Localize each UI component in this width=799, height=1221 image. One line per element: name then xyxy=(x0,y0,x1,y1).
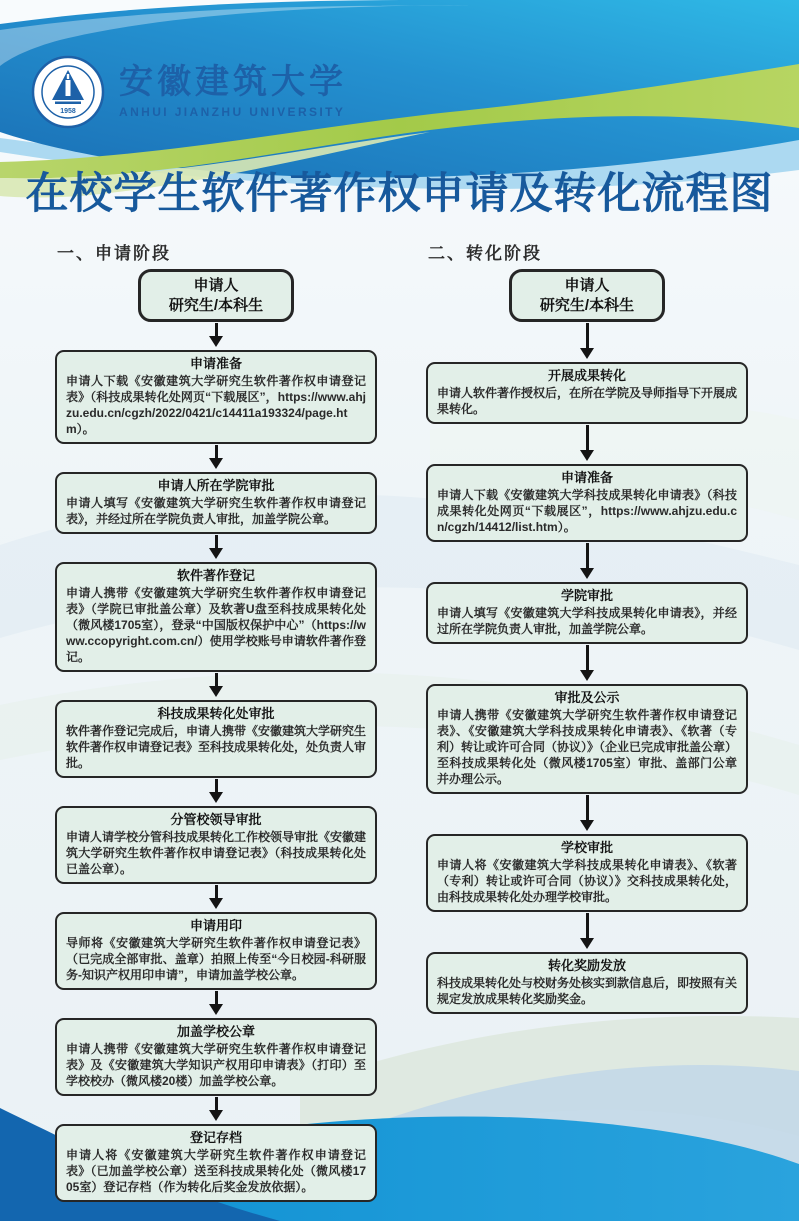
flow-step-body: 申请人请学校分管科技成果转化工作校领导审批《安徽建筑大学研究生软件著作权申请登记表》（科技成果转化处已盖公章）。 xyxy=(66,830,367,876)
applicant-start-node xyxy=(509,269,665,322)
flow-step-body: 申请人将《安徽建筑大学研究生软件著作权申请登记表》（已加盖学校公章）送至科技成果转化处（微风楼1705室）登记存档（作为转化后奖金发放依据）。 xyxy=(66,1148,366,1194)
start-line2: 研究生/本科生 xyxy=(168,296,264,314)
flow-arrow-down xyxy=(579,913,595,951)
university-seal-icon xyxy=(30,54,106,130)
flow-step-box xyxy=(55,350,377,444)
flow-step-title: 申请人所在学院审批 xyxy=(157,478,275,493)
flow-step-box xyxy=(55,472,377,534)
flow-step-body: 申请人携带《安徽建筑大学研究生软件著作权申请登记表》、《安徽建筑大学科技成果转化申请表》、《软著（专利）转让或许可合同（协议）》（企业已完成审批盖公章）至科技成果转化处（微风楼1705室）审批、盖部门公章并办理公示。 xyxy=(437,708,738,786)
flow-arrow-down xyxy=(208,323,224,349)
flow-step-body: 申请人填写《安徽建筑大学科技成果转化申请表》，并经过所在学院负责人审批，加盖学院公章。 xyxy=(437,606,737,636)
flow-step-title: 学院审批 xyxy=(560,588,613,603)
section-heading-application: 一、申请阶段 xyxy=(57,244,171,263)
university-name-en: ANHUI JIANZHU UNIVERSITY xyxy=(119,104,346,119)
flow-arrow-down xyxy=(579,795,595,833)
flow-step-box xyxy=(55,1124,377,1202)
flow-arrow-down xyxy=(579,323,595,361)
flow-step-body: 申请人携带《安徽建筑大学研究生软件著作权申请登记表》及《安徽建筑大学知识产权用印申请表》（打印）至学校校办（微风楼20楼）加盖学校公章。 xyxy=(66,1042,366,1088)
university-name-cn: 安徽建筑大学 xyxy=(119,64,347,102)
flow-step-body: 申请人下载《安徽建筑大学科技成果转化申请表》（科技成果转化处网页“下载展区”，https://www.ahjzu.edu.cn/cgzh/14412/list.htm）。 xyxy=(437,488,737,534)
flow-arrow-down xyxy=(579,543,595,581)
flow-step-title: 申请用印 xyxy=(189,918,242,933)
flow-step-box xyxy=(426,582,748,644)
flow-step-title: 软件著作登记 xyxy=(176,568,255,583)
flow-step-title: 加盖学校公章 xyxy=(176,1024,255,1039)
transformation-phase-column xyxy=(426,239,748,1014)
flow-step-box xyxy=(426,952,748,1014)
flow-arrow-down xyxy=(208,445,224,471)
flow-arrow-down xyxy=(208,779,224,805)
flow-step-title: 学校审批 xyxy=(560,840,613,855)
flow-step-title: 转化奖励发放 xyxy=(547,958,626,973)
flow-step-box xyxy=(426,362,748,424)
flow-arrow-down xyxy=(208,673,224,699)
flow-step-title: 申请准备 xyxy=(560,470,613,485)
flow-arrow-down xyxy=(579,425,595,463)
flow-arrow-down xyxy=(208,1097,224,1123)
flow-step-title: 登记存档 xyxy=(189,1130,242,1145)
flow-step-box xyxy=(426,834,748,912)
flow-arrow-down xyxy=(579,645,595,683)
flow-step-body: 申请人软件著作授权后，在所在学院及导师指导下开展成果转化。 xyxy=(437,386,738,416)
applicant-start-node xyxy=(138,269,294,322)
flow-arrow-down xyxy=(208,991,224,1017)
flow-step-box xyxy=(55,700,377,778)
flow-step-body: 申请人填写《安徽建筑大学研究生软件著作权申请登记表》，并经过所在学院负责人审批，加盖学院公章。 xyxy=(66,496,366,526)
flow-step-title: 审批及公示 xyxy=(554,690,620,705)
flow-step-box xyxy=(55,1018,377,1096)
start-line1: 申请人 xyxy=(564,277,610,294)
application-phase-column xyxy=(55,239,377,1202)
flow-step-box xyxy=(426,464,748,542)
flow-step-body: 软件著作登记完成后，申请人携带《安徽建筑大学研究生软件著作权申请登记表》至科技成果转化处，处负责人审批。 xyxy=(66,724,367,770)
start-line1: 申请人 xyxy=(193,277,239,294)
flow-step-box xyxy=(426,684,748,794)
flow-step-box xyxy=(55,912,377,990)
page-title: 在校学生软件著作权申请及转化流程图 xyxy=(25,171,774,218)
svg-text:1958: 1958 xyxy=(60,108,76,115)
flow-step-body: 申请人下载《安徽建筑大学研究生软件著作权申请登记表》（科技成果转化处网页“下载展区”，https://www.ahjzu.edu.cn/cgzh/2022/0421/c14411a193324/page.htm）。 xyxy=(66,374,366,436)
flow-step-title: 科技成果转化处审批 xyxy=(157,706,275,721)
flow-step-box xyxy=(55,562,377,672)
start-line2: 研究生/本科生 xyxy=(539,296,635,314)
university-logo xyxy=(30,54,347,130)
flow-arrow-down xyxy=(208,535,224,561)
flow-step-box xyxy=(55,806,377,884)
section-heading-transformation: 二、转化阶段 xyxy=(428,244,542,263)
flow-step-body: 科技成果转化处与校财务处核实到款信息后，即按照有关规定发放成果转化奖励奖金。 xyxy=(437,976,738,1006)
flow-arrow-down xyxy=(208,885,224,911)
flow-step-body: 导师将《安徽建筑大学研究生软件著作权申请登记表》（已完成全部审批、盖章）拍照上传至“今日校园-科研服务-知识产权用印申请”，申请加盖学校公章。 xyxy=(66,936,366,982)
flow-step-body: 申请人将《安徽建筑大学科技成果转化申请表》、《软著（专利）转让或许可合同（协议）》交科技成果转化处，由科技成果转化处办理学校审批。 xyxy=(437,858,737,904)
flow-step-body: 申请人携带《安徽建筑大学研究生软件著作权申请登记表》（学院已审批盖公章）及软著U盘至科技成果转化处（微风楼1705室），登录“中国版权保护中心”（https://www.ccopyright.com.cn/）使用学校账号申请软件著作登记。 xyxy=(66,586,366,664)
flow-step-title: 分管校领导审批 xyxy=(170,812,262,827)
flow-step-title: 申请准备 xyxy=(189,356,242,371)
flow-step-title: 开展成果转化 xyxy=(547,368,626,383)
